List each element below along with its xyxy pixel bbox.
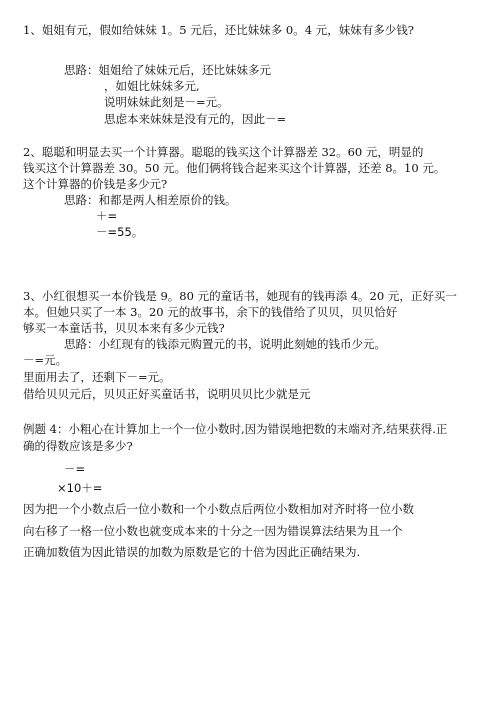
problem-3-hint-line-3: 里面用去了，还剩下－=元。 bbox=[23, 370, 171, 384]
problem-3-hint-line-2: －=元。 bbox=[23, 353, 68, 367]
problem-1-hint-line-3: 说明妹妹此刻是－=元。 bbox=[104, 95, 229, 109]
example-4-work-line-2: ×10＋= bbox=[57, 481, 103, 495]
problem-2-question-line-1: 2、聪聪和明显去买一个计算器。聪聪的钱买这个计算器差 32。60 元，明显的 bbox=[23, 145, 424, 159]
problem-3-question-line-2: 本。但她只买了一本 3。20 元的故事书，余下的钱借给了贝贝，贝贝恰好 bbox=[23, 305, 398, 319]
problem-3-hint-line-4: 借给贝贝元后，贝贝正好买童话书，说明贝贝比少就是元 bbox=[23, 387, 311, 401]
example-4-work-line-1: －= bbox=[64, 462, 86, 476]
problem-1-hint-line-1: 思路：姐姐给了妹妹元后，还比妹妹多元 bbox=[64, 63, 271, 77]
example-4-question-line-1: 例题 4：小粗心在计算加上一个一位小数时,因为错误地把数的末端对齐,结果获得.正 bbox=[23, 422, 448, 436]
problem-2-question-line-2: 钱买这个计算器差 30。50 元。他们俩将钱合起来买这个计算器，还差 8。10 元。 bbox=[23, 161, 446, 175]
problem-3-question-line-3: 够买一本童话书，贝贝本来有多少元钱? bbox=[23, 321, 225, 335]
example-4-explanation-line-2: 向右移了一格一位小数也就变成本来的十分之一因为错误算法结果为且一个 bbox=[23, 524, 403, 538]
example-4-explanation-line-3: 正确加数值为因此错误的加数为原数是它的十倍为因此正确结果为. bbox=[23, 545, 361, 559]
problem-2-hint-line-2: ＋= bbox=[96, 209, 118, 223]
problem-1-question: 1、姐姐有元，假如给妹妹 1。5 元后，还比妹妹多 0。4 元，妹妹有多少钱? bbox=[23, 23, 414, 37]
problem-3-hint-line-1: 思路：小红现有的钱添元购置元的书，说明此刻她的钱币少元。 bbox=[64, 337, 386, 351]
problem-2-hint-line-3: －=55。 bbox=[96, 225, 144, 239]
problem-3-question-line-1: 3、小红很想买一本价钱是 9。80 元的童话书，她现有的钱再添 4。20 元，正好买一 bbox=[23, 289, 457, 303]
problem-1-hint-line-2: ，如姐比妹妹多元, bbox=[104, 79, 200, 93]
problem-2-hint-line-1: 思路：和都是两人相差原价的钱。 bbox=[64, 193, 237, 207]
example-4-explanation-line-1: 因为把一个小数点后一位小数和一个小数点后两位小数相加对齐时将一位小数 bbox=[23, 502, 414, 516]
example-4-question-line-2: 确的得数应该是多少? bbox=[23, 439, 133, 453]
problem-2-question-line-3: 这个计算器的价钱是多少元? bbox=[23, 177, 168, 191]
problem-1-hint-line-4: 思虑本来妹妹是没有元的，因此－= bbox=[104, 112, 287, 126]
